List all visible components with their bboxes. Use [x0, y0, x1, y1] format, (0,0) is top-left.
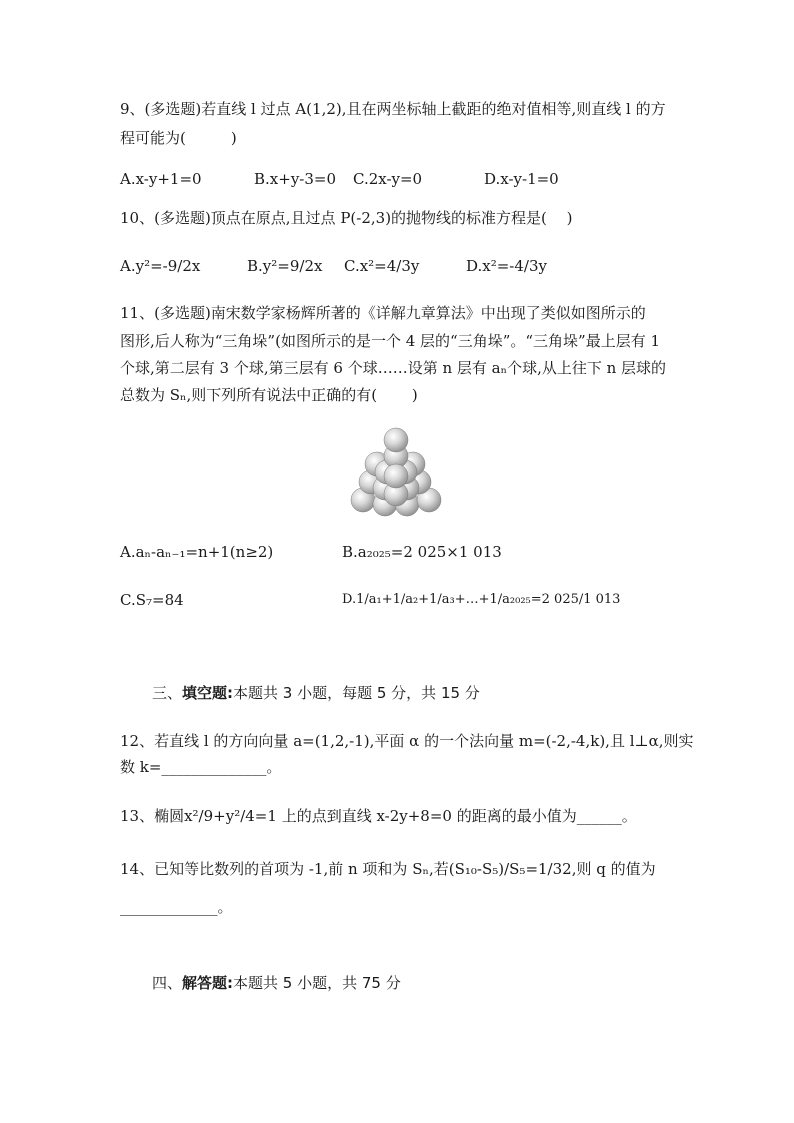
q11-option-b: B.a₂₀₂₅=2 025×1 013 [342, 543, 502, 561]
q11-option-c: C.S₇=84 [120, 591, 184, 609]
q11-stem-line4: 总数为 Sₙ,则下列所有说法中正确的有( ) [120, 386, 418, 404]
q11-stem-line1: 11、(多选题)南宋数学家杨辉所著的《详解九章算法》中出现了类似如图所示的 [120, 304, 646, 322]
q11-option-d: D.1/a₁+1/a₂+1/a₃+…+1/a₂₀₂₅=2 025/1 013 [342, 592, 621, 607]
q9-option-c: C.2x-y=0 [353, 170, 423, 188]
q13-stem: 13、椭圆x²/9+y²/4=1 上的点到直线 x-2y+8=0 的距离的最小值为______。 [120, 807, 637, 825]
q9-stem-line2: 程可能为( ) [120, 129, 237, 147]
q11-option-a: A.aₙ-aₙ₋₁=n+1(n≥2) [120, 543, 274, 561]
q10-option-d: D.x²=-4/3y [466, 257, 547, 275]
q10-option-a: A.y²=-9/2x [120, 257, 201, 275]
q14-stem-line2: _____________。 [120, 898, 233, 916]
q9-option-d: D.x-y-1=0 [484, 170, 559, 188]
q11-stem-line2: 图形,后人称为“三角垛”(如图所示的是一个 4 层的“三角垛”。“三角垛”最上层有 1 [120, 332, 661, 350]
q10-option-c: C.x²=4/3y [344, 257, 420, 275]
section4-prefix: 四、 [152, 974, 183, 992]
stacked-spheres-pyramid-icon [345, 422, 445, 522]
q12-stem-line1: 12、若直线 l 的方向向量 a=(1,2,-1),平面 α 的一个法向量 m=(-2,-4,k),且 l⊥α,则实 [120, 732, 694, 750]
section4-desc: 本题共 5 小题，共 75 分 [233, 974, 401, 992]
section3-desc: 本题共 3 小题，每题 5 分，共 15 分 [233, 684, 480, 702]
q10-option-b: B.y²=9/2x [247, 257, 323, 275]
section3-heading [152, 682, 480, 704]
q10-stem: 10、(多选题)顶点在原点,且过点 P(-2,3)的抛物线的标准方程是( ) [120, 209, 573, 227]
q14-stem-line1: 14、已知等比数列的首项为 -1,前 n 项和为 Sₙ,若(S₁₀-S₅)/S₅=1/32,则 q 的值为 [120, 860, 656, 878]
section3-title: 填空题: [182, 684, 234, 702]
q12-stem-line2: 数 k=______________。 [120, 758, 282, 776]
q9-stem-line1: 9、(多选题)若直线 l 过点 A(1,2),且在两坐标轴上截距的绝对值相等,则直线 l 的方 [120, 100, 666, 118]
q9-option-b: B.x+y-3=0 [254, 170, 337, 188]
section3-prefix: 三、 [152, 684, 183, 702]
q11-stem-line3: 个球,第二层有 3 个球,第三层有 6 个球……设第 n 层有 aₙ个球,从上往下 n 层球的 [120, 359, 667, 377]
section4-title: 解答题: [182, 974, 234, 992]
section4-heading [152, 972, 401, 994]
q9-option-a: A.x-y+1=0 [120, 170, 202, 188]
